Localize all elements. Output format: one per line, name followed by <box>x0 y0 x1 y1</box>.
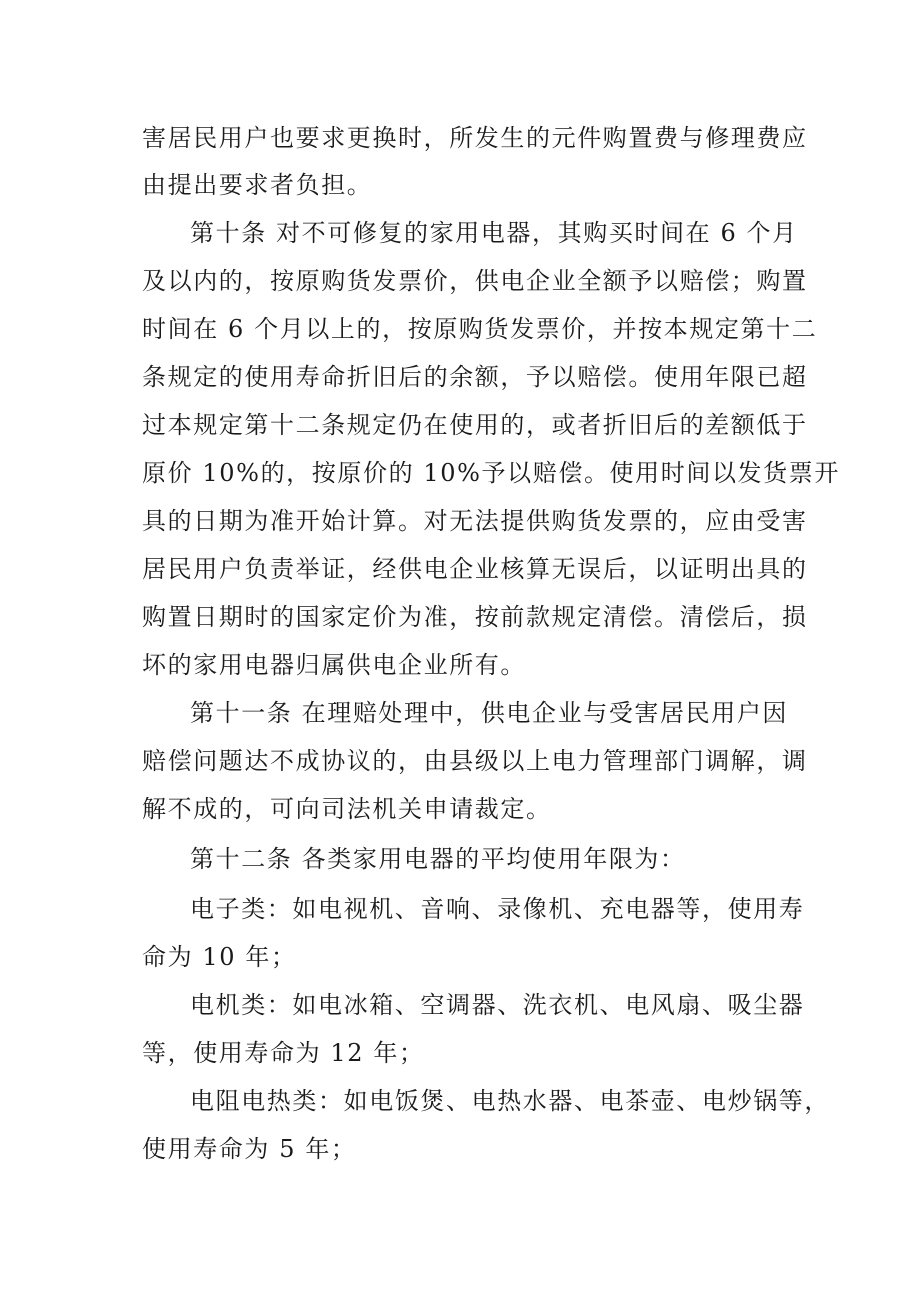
motor-line-2: 等，使用寿命为 12 年； <box>142 1039 425 1067</box>
text-line-1: 害居民用户也要求更换时，所发生的元件购置费与修理费应 <box>142 124 808 152</box>
article-10-line-4: 条规定的使用寿命折旧后的余额，予以赔偿。使用年限已超 <box>142 363 808 391</box>
article-10-line-9: 购置日期时的国家定价为准，按前款规定清偿。清偿后，损 <box>142 603 808 631</box>
article-12-heading: 第十二条 各类家用电器的平均使用年限为： <box>190 845 686 873</box>
article-10-line-2: 及以内的，按原购货发票价，供电企业全额予以赔偿；购置 <box>142 267 808 295</box>
article-11-line-2: 赔偿问题达不成协议的，由县级以上电力管理部门调解，调 <box>142 747 808 775</box>
text-line-2: 由提出要求者负担。 <box>142 171 373 199</box>
article-10-line-1: 第十条 对不可修复的家用电器，其购买时间在 6 个月 <box>190 219 798 247</box>
article-10-line-7: 具的日期为准开始计算。对无法提供购货发票的，应由受害 <box>142 507 808 535</box>
article-10-line-10: 坏的家用电器归属供电企业所有。 <box>142 651 526 679</box>
article-11-line-3: 解不成的，可向司法机关申请裁定。 <box>142 795 552 823</box>
heating-line-2: 使用寿命为 5 年； <box>142 1135 357 1163</box>
article-10-line-8: 居民用户负责举证，经供电企业核算无误后，以证明出具的 <box>142 555 808 583</box>
article-10-line-5: 过本规定第十二条规定仍在使用的，或者折旧后的差额低于 <box>142 411 808 439</box>
article-11-line-1: 第十一条 在理赔处理中，供电企业与受害居民用户因 <box>190 699 789 727</box>
electronics-line-2: 命为 10 年； <box>142 943 297 971</box>
article-10-line-3: 时间在 6 个月以上的，按原购货发票价，并按本规定第十二 <box>142 315 818 343</box>
heating-line-1: 电阻电热类：如电饭煲、电热水器、电茶壶、电炒锅等， <box>190 1087 830 1115</box>
article-10-line-6: 原价 10%的，按原价的 10%予以赔偿。使用时间以发货票开 <box>142 459 840 487</box>
motor-line-1: 电机类：如电冰箱、空调器、洗衣机、电风扇、吸尘器 <box>190 991 805 1019</box>
electronics-line-1: 电子类：如电视机、音响、录像机、充电器等，使用寿 <box>190 895 805 923</box>
